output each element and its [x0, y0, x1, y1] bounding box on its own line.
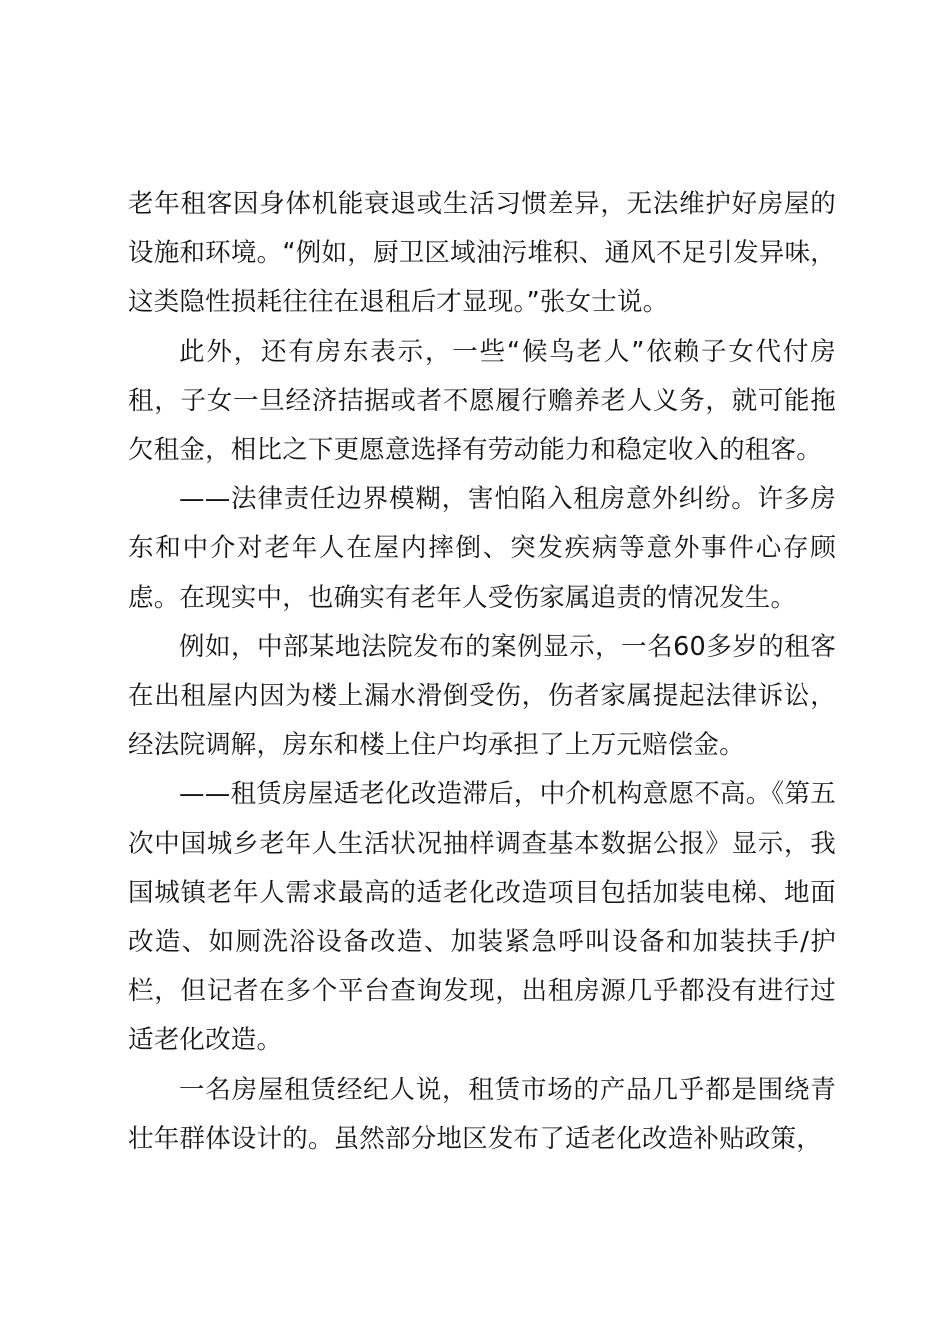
paragraph-court-case: 例如，中部某地法院发布的案例显示，一名60多岁的租客在出租屋内因为楼上漏水滑倒受伤，伤者家属提起法律诉讼，经法院调解，房东和楼上住户均承担了上万元赔偿金。 [128, 631, 836, 761]
document-body [128, 180, 836, 1164]
paragraph-legal-liability: ——法律责任边界模糊，害怕陷入租房意外纠纷。许多房东和中介对老年人在屋内摔倒、突发疾病等意外事件心存顾虑。在现实中，也确实有老年人受伤家属追责的情况发生。 [128, 484, 836, 613]
paragraph-rental-agent: 一名房屋租赁经纪人说，租赁市场的产品几乎都是围绕青壮年群体设计的。虽然部分地区发布了适老化改造补贴政策， [128, 1074, 836, 1154]
paragraph-continuation: 老年租客因身体机能衰退或生活习惯差异，无法维护好房屋的设施和环境。“例如，厨卫区域油污堆积、通风不足引发异味，这类隐性损耗往往在退租后才显现。”张女士说。 [128, 189, 836, 318]
paragraph-migratory-elderly: 此外，还有房东表示，一些“候鸟老人”依赖子女代付房租，子女一旦经济拮据或者不愿履行赡养老人义务，就可能拖欠租金，相比之下更愿意选择有劳动能力和稳定收入的租客。 [128, 336, 836, 466]
paragraph-aging-renovation: ——租赁房屋适老化改造滞后，中介机构意愿不高。《第五次中国城乡老年人生活状况抽样调查基本数据公报》显示，我国城镇老年人需求最高的适老化改造项目包括加装电梯、地面改造、如厕洗浴设备改造、加装紧急呼叫设备和加装扶手/护栏，但记者在多个平台查询发现，出租房源几乎都没有进行过适老化改造。 [128, 779, 836, 1056]
